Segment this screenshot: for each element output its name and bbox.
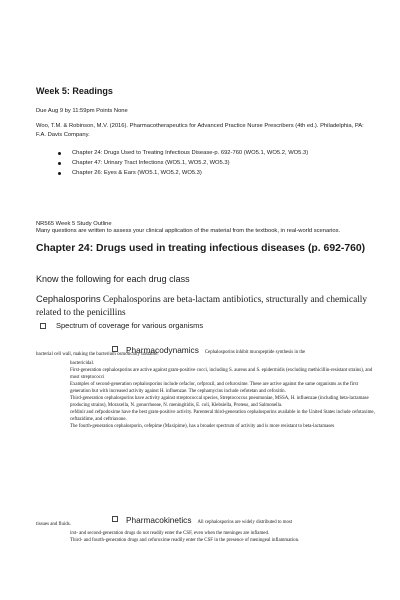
paragraph: bactericidal. <box>70 361 95 366</box>
know-instruction: Know the following for each drug class <box>36 274 190 284</box>
pharmacokinetics-body <box>70 530 376 544</box>
checkbox-bullet-icon <box>40 323 46 329</box>
pharmacodynamics-body <box>70 360 376 430</box>
cephalosporins-term: Cephalosporins <box>36 294 101 304</box>
paragraph: Third- and fourth-generation drugs and cefuroxime readily enter the CSF in the presence of meningeal inflammation. <box>70 538 300 543</box>
paragraph: First-generation cephalosporins are active against gram-positive cocci, including S. aureus and S. epidermidis (excluding methicillin-resistant strains), and most streptococci <box>70 368 373 380</box>
cephalosporins-paragraph <box>36 293 376 319</box>
due-date-line: Due Aug 9 by 11:59pm Points None <box>36 108 128 114</box>
cephalosporins-definition: Cephalosporins are beta-lactam antibiotics, structurally and chemically related to the penicillins <box>36 295 368 318</box>
study-outline-title: NR565 Week 5 Study Outline <box>36 221 112 227</box>
bullet-icon <box>58 152 61 155</box>
chapter-heading: Chapter 24: Drugs used in treating infectious diseases (p. 692-760) <box>36 243 366 254</box>
pharmacodynamics-inline-text: Cephalosporins inhibit mucopeptide synthesis in the <box>204 350 306 355</box>
list-item <box>58 158 378 168</box>
pharmacodynamics-continued: bacterial cell wall, making the bacterium osmotically unstable. <box>36 352 159 357</box>
paragraph: Examples of second-generation cephalosporins include cefaclor, cefprozil, and cefuroxime. These are active against the same organisms as the first generation but with increased activity against H. influenzae. The cephamycins include cefotetan and cefoxitin. <box>70 382 358 394</box>
paragraph: The fourth-generation cephalosporin, cefepime (Maxipime), has a broader spectrum of activity and is more resistant to beta-lactamases <box>70 424 335 429</box>
paragraph: irst- and second-generation drugs do not readily enter the CSF, even when the meninges are inflamed. <box>70 531 270 536</box>
paragraph: cefdinir and cefpodoxime have the best gram-positive activity. Parenteral third-generation cephalosporins available in the United States include cefotaxime, ceftazidime, and ceftriaxone. <box>70 410 375 422</box>
study-outline-intro: Many questions are written to assess your clinical application of the material from the textbook, in real-world scenarios. <box>36 228 341 234</box>
paragraph: Third-generation cephalosporins have activity against streptococcal species, Streptococcus pneumoniae, MSSA, H. influenzae (including beta-lactamase producing strains), Moraxella, N. gonorrhoeae, N. meningitidis, E. coli, Klebsiella, Proteus, and Salmonella. <box>70 396 369 408</box>
chapter-reading: Chapter 26: Eyes & Ears (WO5.1, WO5.2, WO5.3) <box>72 170 202 176</box>
chapter-reading: Chapter 47: Urinary Tract Infections (WO5.1, WO5.2, WO5.3) <box>72 160 230 166</box>
pharmacokinetics-inline-text: All cephalosporins are widely distributed to most <box>197 520 293 525</box>
pharmacokinetics-heading: Pharmacokinetics <box>126 515 192 525</box>
pharmacokinetics-continued: tissues and fluids. <box>36 522 71 527</box>
chapter-reading: Chapter 24: Drugs Used to Treating Infectious Disease-p. 692-760 (WO5.1, WO5.2, WO5.3) <box>72 150 309 156</box>
bullet-icon <box>58 172 61 175</box>
pharmacodynamics-heading: Pharmacodynamics <box>126 345 199 355</box>
spectrum-label: Spectrum of coverage for various organisms <box>56 321 204 330</box>
textbook-reference: Woo, T.M. & Robinson, M.V. (2016). Pharmacotherapeutics for Advanced Practice Nurse Prescribers (4th ed.). Philadelphia, PA: F.A. Davis Company. <box>36 123 364 138</box>
list-item <box>58 168 378 178</box>
readings-title: Week 5: Readings <box>36 86 113 96</box>
list-item <box>58 148 378 158</box>
readings-chapter-list <box>58 148 378 178</box>
spectrum-item <box>40 321 203 330</box>
bullet-icon <box>58 162 61 165</box>
